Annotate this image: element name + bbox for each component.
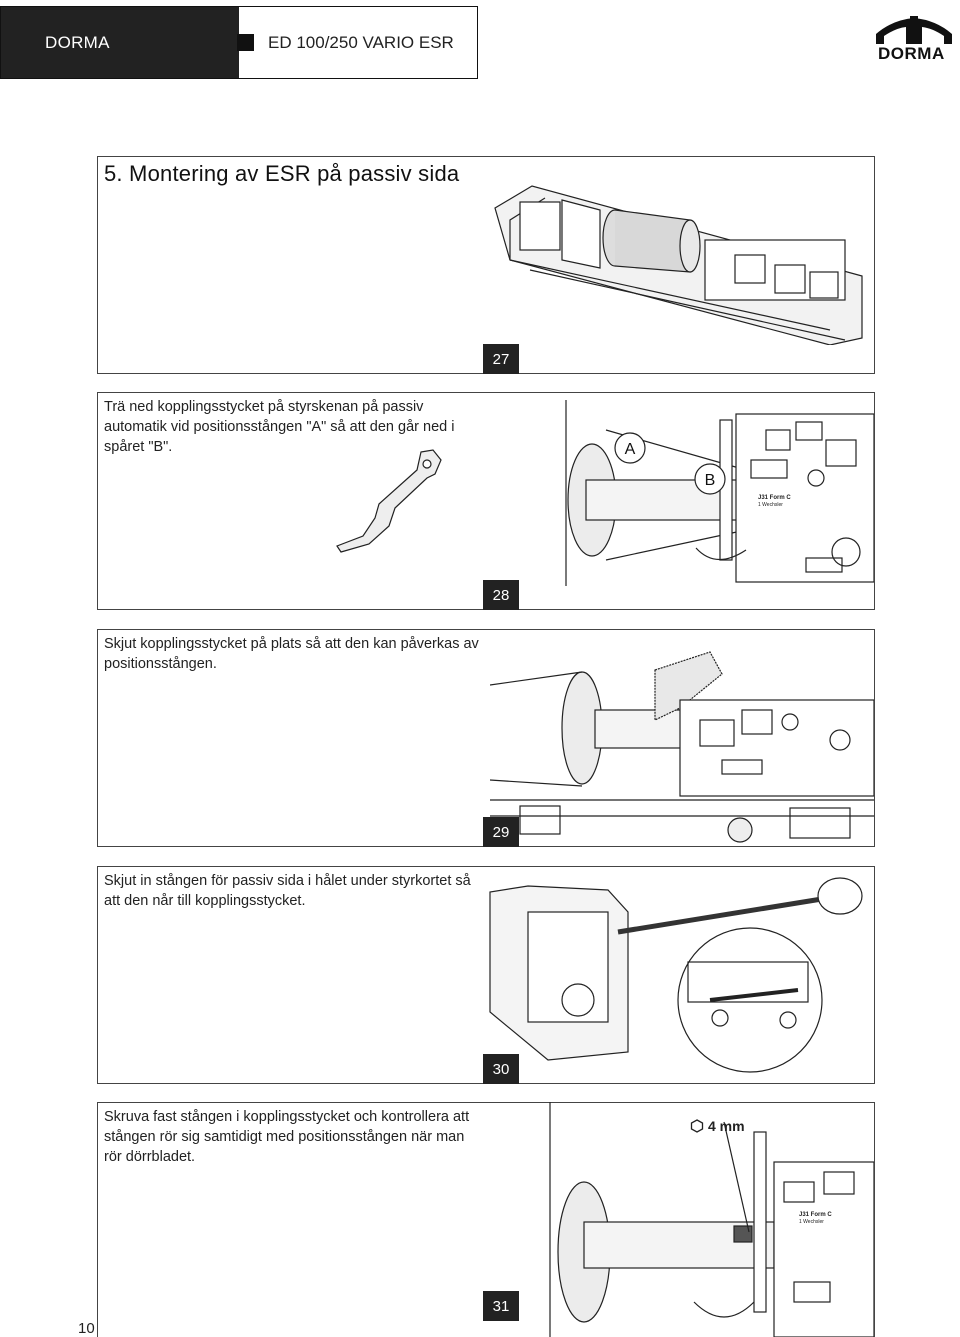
step-number-27: 27 bbox=[483, 344, 519, 374]
page-number: 10 bbox=[78, 1320, 95, 1337]
pcb-label-wechsler: 1 Wechsler bbox=[758, 502, 783, 508]
step-text-29: Skjut kopplingsstycket på plats så att den kan påverkas av positionsstången. bbox=[104, 636, 479, 672]
rod-insertion-illustration bbox=[488, 872, 874, 1080]
product-title bbox=[239, 7, 477, 78]
brand-label: DORMA bbox=[1, 7, 239, 78]
pcb-label-wechsler-31: 1 Wechsler bbox=[799, 1219, 824, 1225]
coupling-piece-illustration bbox=[335, 448, 445, 553]
logo-wordmark: DORMA bbox=[878, 44, 945, 63]
section-title: 5. Montering av ESR på passiv sida bbox=[104, 161, 460, 186]
margin-line bbox=[97, 1292, 98, 1337]
pcb-label-form-c-31: J31 Form C bbox=[799, 1212, 832, 1218]
step-number-31: 31 bbox=[483, 1291, 519, 1321]
rod-fastening-illustration bbox=[544, 1102, 874, 1337]
product-label: ED 100/250 VARIO ESR bbox=[268, 32, 454, 52]
step-text-31: Skruva fast stången i kopplingsstycket och kontrollera att stången rör sig samtidigt med positionsstången när man rör dörrbladet. bbox=[104, 1109, 470, 1165]
callout-b-icon bbox=[693, 462, 727, 496]
callout-a-label: A bbox=[624, 441, 636, 458]
step-text-30: Skjut in stången för passiv sida i hålet under styrkortet så att den når till kopplingsstycket. bbox=[104, 873, 471, 909]
callout-a-icon bbox=[613, 431, 647, 465]
pcb-label-form-c: J31 Form C bbox=[758, 495, 791, 501]
step-text-28: Trä ned kopplingsstycket på styrskenan på passiv automatik vid positionsstången "A" så att den går ned i spåret "B". bbox=[104, 399, 455, 455]
square-bullet-icon bbox=[237, 34, 254, 51]
callout-b-label: B bbox=[704, 472, 716, 489]
step-number-30: 30 bbox=[483, 1054, 519, 1084]
step-number-29: 29 bbox=[483, 817, 519, 847]
control-unit-illustration-29 bbox=[490, 640, 874, 846]
operator-illustration bbox=[490, 180, 870, 345]
step-number-28: 28 bbox=[483, 580, 519, 610]
tool-size-label: 4 mm bbox=[708, 1118, 745, 1134]
header-bar bbox=[0, 6, 478, 79]
